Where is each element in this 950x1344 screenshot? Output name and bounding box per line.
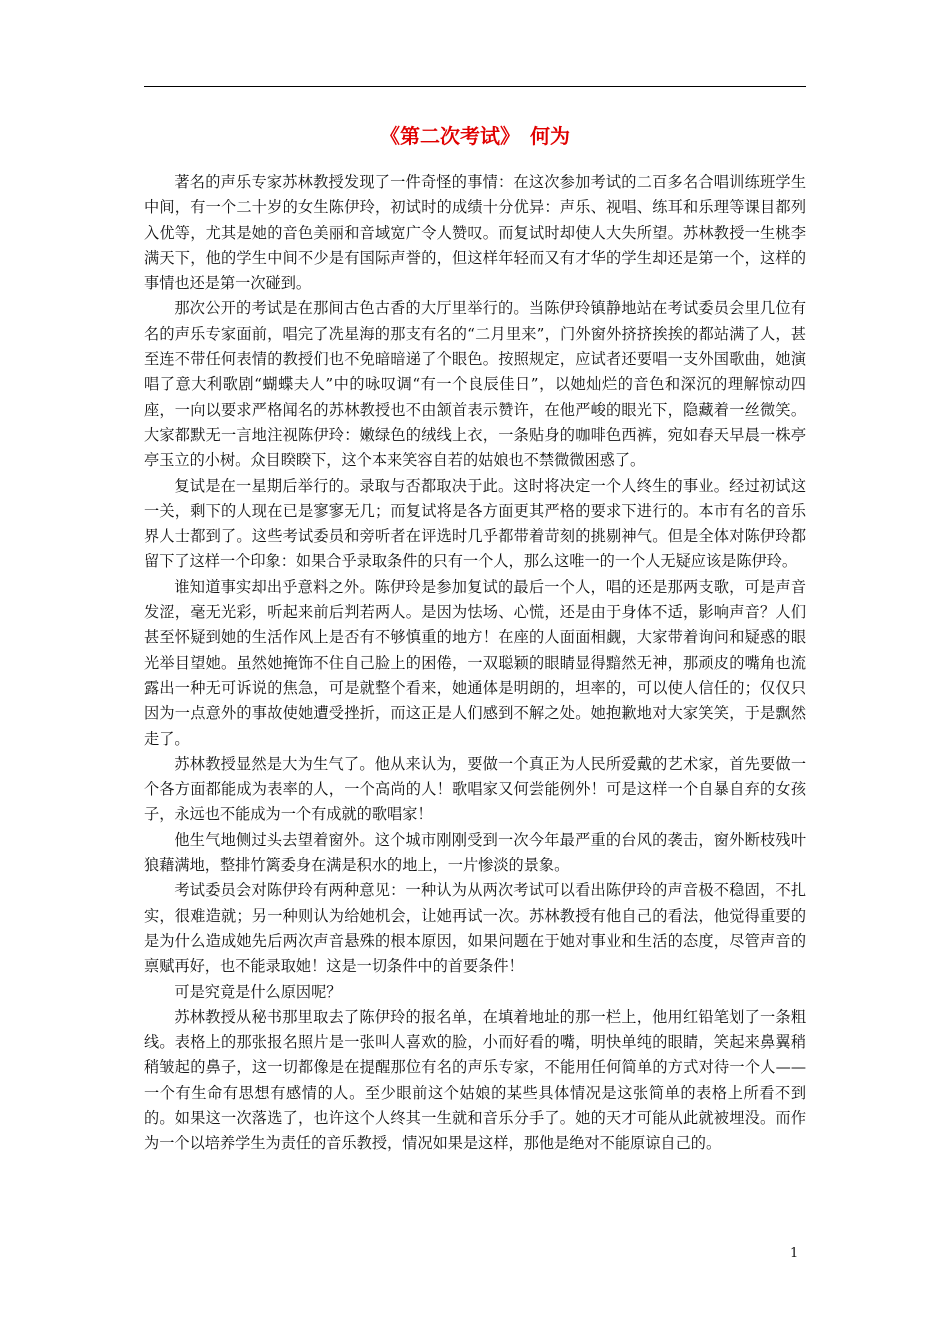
paragraph: 可是究竟是什么原因呢？ bbox=[174, 982, 342, 1001]
header-rule bbox=[144, 86, 806, 87]
paragraph: 谁知道事实却出乎意料之外。陈伊玲是参加复试的最后一个人，唱的还是那两支歌，可是声音发涩，毫无光彩，听起来前后判若两人。是因为怯场、心慌，还是由于身体不适，影响声音？人们甚至怀疑到她的生活作风上是否有不够慎重的地方！在座的人面面相觑，大家带着询问和疑惑的眼光举目望她。虽然她掩饰不住自己脸上的困倦，一双聪颖的眼睛显得黯然无神，那顽皮的嘴角也流露出一种无可诉说的焦急，可是就整个看来，她通体是明朗的，坦率的，可以使人信任的；仅仅只因为一点意外的事故使她遭受挫折，而这正是人们感到不解之处。她抱歉地对大家笑笑，于是飘然走了。 bbox=[144, 577, 806, 748]
page-number: 1 bbox=[790, 1246, 799, 1261]
paragraph: 著名的声乐专家苏林教授发现了一件奇怪的事情：在这次参加考试的二百多名合唱训练班学生中间，有一个二十岁的女生陈伊玲，初试时的成绩十分优异：声乐、视唱、练耳和乐理等课目都列入优等，尤其是她的音色美丽和音域宽广令人赞叹。而复试时却使人大失所望。苏林教授一生桃李满天下，他的学生中间不少是有国际声誉的，但这样年轻而又有才华的学生却还是第一个，这样的事情也还是第一次碰到。 bbox=[144, 173, 806, 293]
paragraph: 复试是在一星期后举行的。录取与否都取决于此。这时将决定一个人终生的事业。经过初试这一关，剩下的人现在已是寥寥无几；而复试将是各方面更其严格的要求下进行的。本市有名的音乐界人士都到了。这些考试委员和旁听者在评选时几乎都带着苛刻的挑剔神气。但是全体对陈伊玲都留下了这样一个印象：如果合乎录取条件的只有一个人，那么这唯一的一个人无疑应该是陈伊玲。 bbox=[144, 476, 806, 571]
document-title: 《第二次考试》 何为 bbox=[380, 124, 570, 148]
paragraph: 那次公开的考试是在那间古色古香的大厅里举行的。当陈伊玲镇静地站在考试委员会里几位有名的声乐专家面前，唱完了冼星海的那支有名的“二月里来”，门外窗外挤挤挨挨的都站满了人，甚至连不带任何表情的教授们也不免暗暗递了个眼色。按照规定，应试者还要唱一支外国歌曲，她演唱了意大利歌剧“蝴蝶夫人”中的咏叹调“有一个良辰佳日”，以她灿烂的音色和深沉的理解惊动四座，一向以要求严格闻名的苏林教授也不由颔首表示赞许，在他严峻的眼光下，隐藏着一丝微笑。大家都默无一言地注视陈伊玲：嫩绿色的绒线上衣，一条贴身的咖啡色西裤，宛如春天早晨一株亭亭玉立的小树。众目睽睽下，这个本来笑容自若的姑娘也不禁微微困惑了。 bbox=[144, 299, 806, 470]
paragraph: 苏林教授显然是大为生气了。他从来认为，要做一个真正为人民所爱戴的艺术家，首先要做一个各方面都能成为表率的人，一个高尚的人！歌唱家又何尝能例外！可是这样一个自暴自弃的女孩子，永远也不能成为一个有成就的歌唱家！ bbox=[144, 754, 806, 824]
paragraph: 考试委员会对陈伊玲有两种意见：一种认为从两次考试可以看出陈伊玲的声音极不稳固，不扎实，很难造就；另一种则认为给她机会，让她再试一次。苏林教授有他自己的看法，他觉得重要的是为什么造成她先后两次声音悬殊的根本原因，如果问题在于她对事业和生活的态度，尽管声音的禀赋再好，也不能录取她！这是一切条件中的首要条件！ bbox=[144, 881, 806, 976]
paragraph: 苏林教授从秘书那里取去了陈伊玲的报名单，在填着地址的那一栏上，他用红铅笔划了一条粗线。表格上的那张报名照片是一张叫人喜欢的脸，小而好看的嘴，明快单纯的眼睛，笑起来鼻翼稍稍皱起的鼻子，这一切都像是在提醒那位有名的声乐专家，不能用任何简单的方式对待一个人——一个有生命有思想有感情的人。至少眼前这个姑娘的某些具体情况是这张简单的表格上所看不到的。如果这一次落选了，也许这个人终其一生就和音乐分手了。她的天才可能从此就被埋没。而作为一个以培养学生为责任的音乐教授，情况如果是这样，那他是绝对不能原谅自己的。 bbox=[144, 1007, 806, 1153]
paragraph: 他生气地侧过头去望着窗外。这个城市刚刚受到一次今年最严重的台风的袭击，窗外断枝残叶狼藉满地，整排竹篱委身在满是积水的地上，一片惨淡的景象。 bbox=[144, 830, 806, 875]
document-body bbox=[144, 170, 806, 1157]
